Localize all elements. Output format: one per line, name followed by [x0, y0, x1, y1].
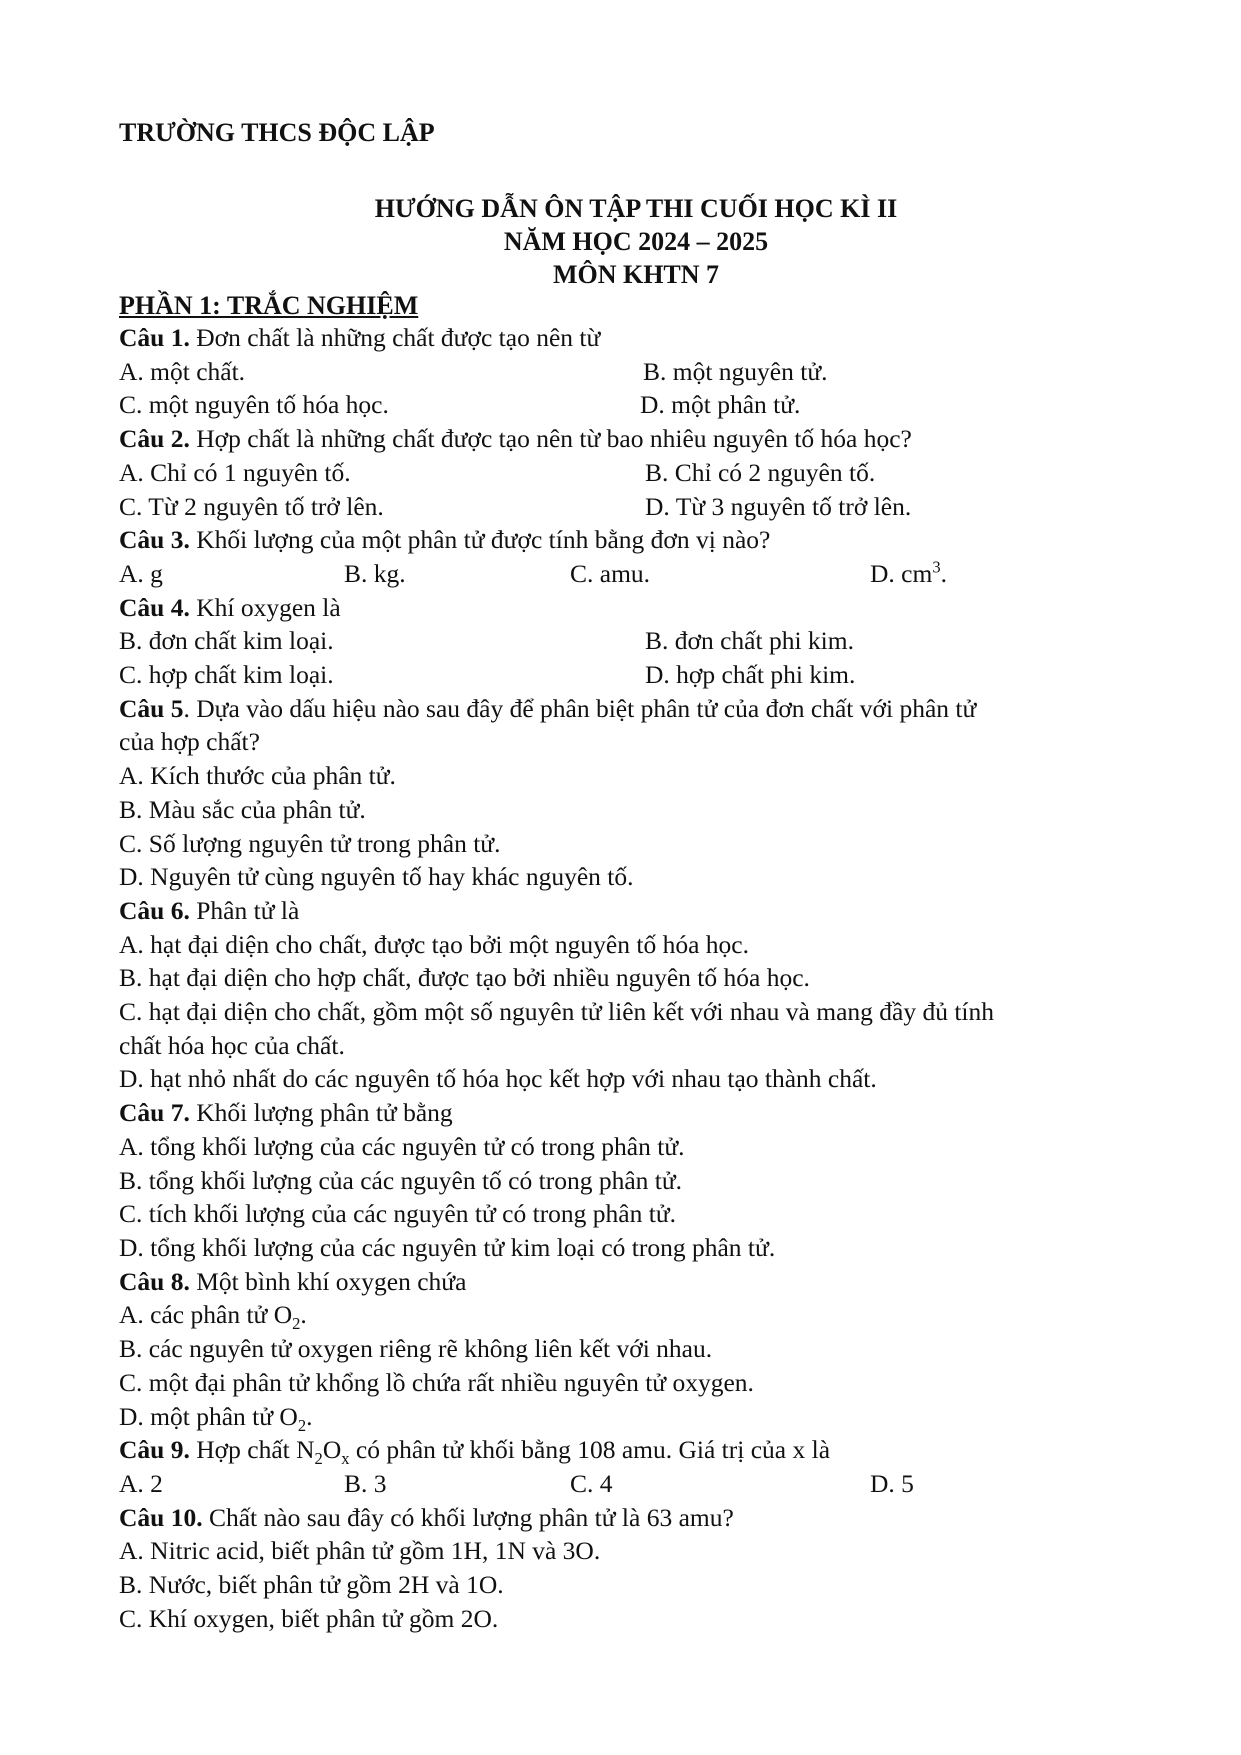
option-a: A. tổng khối lượng của các nguyên tử có trong phân tử.: [119, 1131, 685, 1161]
option-d: D. một phân tử $O_2$.: [119, 1401, 313, 1435]
option-c: C. Từ 2 nguyên tố trở lên.: [119, 491, 384, 521]
question-8: [119, 1265, 1139, 1299]
options-row: [119, 658, 1139, 692]
title-subject: MÔN KHTN 7: [552, 260, 720, 289]
question-4: [119, 591, 1139, 625]
option-a: A. g: [119, 558, 163, 588]
option-b: B. một nguyên tử.: [643, 356, 828, 386]
question-6: [119, 894, 1139, 928]
option-d: D. một phân tử.: [640, 390, 801, 420]
option-a: A. Kích thước của phân tử.: [119, 761, 396, 791]
question-text: Khối lượng phân tử bằng: [189, 1098, 453, 1128]
question-label: Câu 9.: [119, 1435, 190, 1465]
option-c: C. hợp chất kim loại.: [119, 660, 334, 690]
school-name: TRƯỜNG THCS ĐỘC LẬP: [119, 118, 435, 147]
options-row: [119, 1467, 1139, 1501]
section-heading: PHẦN 1: TRẮC NGHIỆM: [119, 291, 419, 320]
question-label: Câu 8.: [119, 1266, 190, 1296]
question-text: Đơn chất là những chất được tạo nên từ: [189, 323, 601, 352]
option-d: D. hợp chất phi kim.: [645, 660, 856, 690]
question-label: Câu 6.: [119, 895, 190, 925]
options-row: [119, 456, 1139, 490]
option-c: C. tích khối lượng của các nguyên tử có trong phân tử.: [119, 1199, 677, 1229]
options-row: [119, 557, 1139, 591]
option-b: B. 3: [344, 1468, 387, 1498]
title-year: NĂM HỌC 2024 – 2025: [503, 227, 769, 256]
question-label: Câu 10.: [119, 1502, 203, 1532]
option-b: B. Nước, biết phân tử gồm 2H và 1O.: [119, 1570, 504, 1600]
question-2: [119, 422, 1139, 456]
option-c-continued: chất hóa học của chất.: [119, 1030, 345, 1060]
options-row: [119, 355, 1139, 389]
option-c: C. Số lượng nguyên tử trong phân tử.: [119, 828, 501, 858]
question-text: . Dựa vào dấu hiệu nào sau đây để phân biệt phân tử của đơn chất với phân tử: [183, 693, 977, 723]
option-b: B. Màu sắc của phân tử.: [119, 794, 366, 824]
option-b: B. tổng khối lượng của các nguyên tố có trong phân tử.: [119, 1165, 683, 1195]
option-c: C. một nguyên tố hóa học.: [119, 390, 389, 420]
option-c: C. Khí oxygen, biết phân tử gồm 2O.: [119, 1603, 499, 1633]
question-text: Hợp chất $N_2O_x$ có phân tử khối bằng 108 amu. Giá trị của x là: [189, 1435, 831, 1469]
question-1: [119, 321, 1139, 355]
option-d: D. 5: [870, 1468, 914, 1498]
question-text: Khí oxygen là: [189, 592, 341, 622]
option-d: D. hạt nhỏ nhất do các nguyên tố hóa học kết hợp với nhau tạo thành chất.: [119, 1064, 877, 1094]
option-a: A. Nitric acid, biết phân tử gồm 1H, 1N và 3O.: [119, 1536, 601, 1566]
option-b: B. hạt đại diện cho hợp chất, được tạo bởi nhiều nguyên tố hóa học.: [119, 963, 810, 993]
exam-page: [119, 118, 1139, 1635]
question-3: [119, 523, 1139, 557]
question-label: Câu 4.: [119, 592, 190, 622]
option-c: C. 4: [570, 1468, 613, 1498]
option-c: C. amu.: [570, 558, 651, 588]
question-label: Câu 1.: [119, 323, 190, 352]
document-titles: [133, 192, 1139, 291]
question-7: [119, 1096, 1139, 1130]
question-5: [119, 692, 1139, 726]
question-text: Một bình khí oxygen chứa: [189, 1266, 467, 1296]
option-a: B. đơn chất kim loại.: [119, 626, 334, 656]
question-text: Hợp chất là những chất được tạo nên từ bao nhiêu nguyên tố hóa học?: [189, 424, 912, 454]
option-a: A. các phân tử $O_2$.: [119, 1300, 307, 1334]
question-text: Phân tử là: [189, 895, 300, 925]
option-a: A. một chất.: [119, 356, 246, 386]
option-d: D. Từ 3 nguyên tố trở lên.: [645, 491, 912, 521]
question-10: [119, 1501, 1139, 1535]
question-label: Câu 5: [119, 693, 184, 723]
question-label: Câu 7.: [119, 1098, 190, 1128]
question-text: Khối lượng của một phân tử được tính bằng đơn vị nào?: [189, 525, 771, 555]
options-row: [119, 388, 1139, 422]
title-main: HƯỚNG DẪN ÔN TẬP THI CUỐI HỌC KÌ II: [374, 194, 898, 223]
option-b: B. Chỉ có 2 nguyên tố.: [645, 457, 876, 487]
option-b: B. các nguyên tử oxygen riêng rẽ không liên kết với nhau.: [119, 1334, 713, 1364]
question-label: Câu 3.: [119, 525, 190, 555]
option-a: A. 2: [119, 1468, 163, 1498]
option-a: A. hạt đại diện cho chất, được tạo bởi một nguyên tố hóa học.: [119, 929, 749, 959]
option-d: D. Nguyên tử cùng nguyên tố hay khác nguyên tố.: [119, 862, 634, 892]
option-d: D. tổng khối lượng của các nguyên tử kim loại có trong phân tử.: [119, 1232, 776, 1262]
option-c: C. một đại phân tử khổng lồ chứa rất nhiều nguyên tử oxygen.: [119, 1367, 754, 1397]
option-a: A. Chỉ có 1 nguyên tố.: [119, 457, 351, 487]
options-row: [119, 490, 1139, 524]
option-b: B. đơn chất phi kim.: [645, 626, 854, 656]
option-b: B. kg.: [344, 558, 406, 588]
option-c: C. hạt đại diện cho chất, gồm một số nguyên tử liên kết với nhau và mang đầy đủ tính: [119, 997, 995, 1027]
options-row: [119, 624, 1139, 658]
question-label: Câu 2.: [119, 424, 190, 454]
option-d: D. $cm^3$.: [870, 557, 947, 588]
question-9: [119, 1433, 1139, 1467]
question-text: Chất nào sau đây có khối lượng phân tử là 63 amu?: [202, 1502, 734, 1532]
question-text-continued: của hợp chất?: [119, 727, 260, 757]
